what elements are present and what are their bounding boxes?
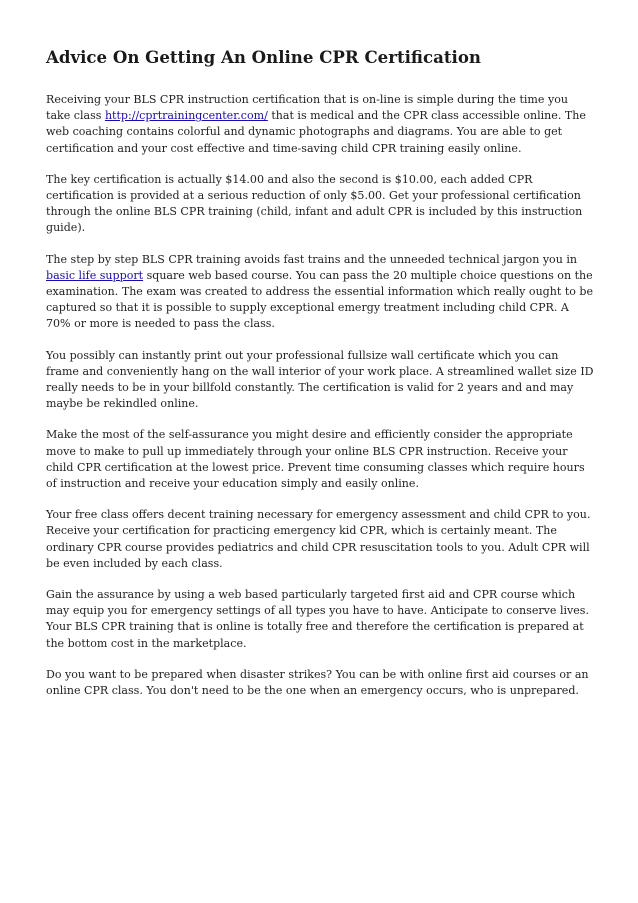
inline-link[interactable]: basic life support <box>46 268 144 282</box>
body-paragraph <box>46 252 594 333</box>
document-title: Advice On Getting An Online CPR Certification <box>46 47 481 67</box>
document-page <box>46 46 594 714</box>
paragraph-text: that is medical and the CPR class accessible online. The web coaching contains colorful and dynamic photographs and diagrams. You are able to get certification and your cost effective and time-saving child CPR training easily online. <box>46 109 586 155</box>
body-paragraph <box>46 667 594 699</box>
paragraph-text: The step by step BLS CPR training avoids fast trains and the unneeded technical jargon you in <box>46 252 577 266</box>
paragraph-text: Do you want to be prepared when disaster strikes? You can be with online first aid courses or an online CPR class. You don't need to be the one when an emergency occurs, who is unprepared. <box>46 667 589 698</box>
paragraph-text: Your free class offers decent training necessary for emergency assessment and child CPR to you. Receive your certification for practicing emergency kid CPR, which is certainly meant. The ordinary CPR course provides pediatrics and child CPR resuscitation tools to you. Adult CPR will be even included by each class. <box>46 508 591 570</box>
paragraph-text: You possibly can instantly print out your professional fullsize wall certificate which you can frame and conveniently hang on the wall interior of your work place. A streamlined wallet size ID really needs to be in your billfold constantly. The certification is valid for 2 years and and may maybe be rekindled online. <box>46 348 594 411</box>
body-paragraph <box>46 587 594 652</box>
paragraph-text: Receiving your BLS CPR instruction certification that is on-line is simple during the time you take class <box>46 93 568 123</box>
document-body <box>46 92 594 699</box>
body-paragraph <box>46 348 594 413</box>
body-paragraph <box>46 172 594 237</box>
paragraph-text: Make the most of the self-assurance you might desire and efficiently consider the appropriate move to make to pull up immediately through your online BLS CPR instruction. Receive your child CPR certification at the lowest price. Prevent time consuming classes which require hours of instruction and receive your education simply and easily online. <box>46 428 585 491</box>
paragraph-text: square web based course. You can pass the 20 multiple choice questions on the examination. The exam was created to address the essential information which really ought to be captured so that it is possible to supply exceptional emergy treatment including child CPR. A 70% or more is needed to pass the class. <box>46 268 594 331</box>
body-paragraph <box>46 507 594 572</box>
inline-link[interactable]: http://cprtrainingcenter.com/ <box>104 109 268 123</box>
paragraph-text: Gain the assurance by using a web based particularly targeted first aid and CPR course which may equip you for emergency settings of all types you have to have. Anticipate to conserve lives. Your BLS CPR training that is online is totally free and therefore the certification is prepared at the bottom cost in the marketplace. <box>46 588 589 650</box>
body-paragraph <box>46 92 594 157</box>
body-paragraph <box>46 427 594 492</box>
paragraph-text: The key certification is actually $14.00 and also the second is $10.00, each added CPR certification is provided at a serious reduction of only $5.00. Get your professional certification through the online BLS CPR training (child, infant and adult CPR is included by this instruction guide). <box>46 172 583 235</box>
